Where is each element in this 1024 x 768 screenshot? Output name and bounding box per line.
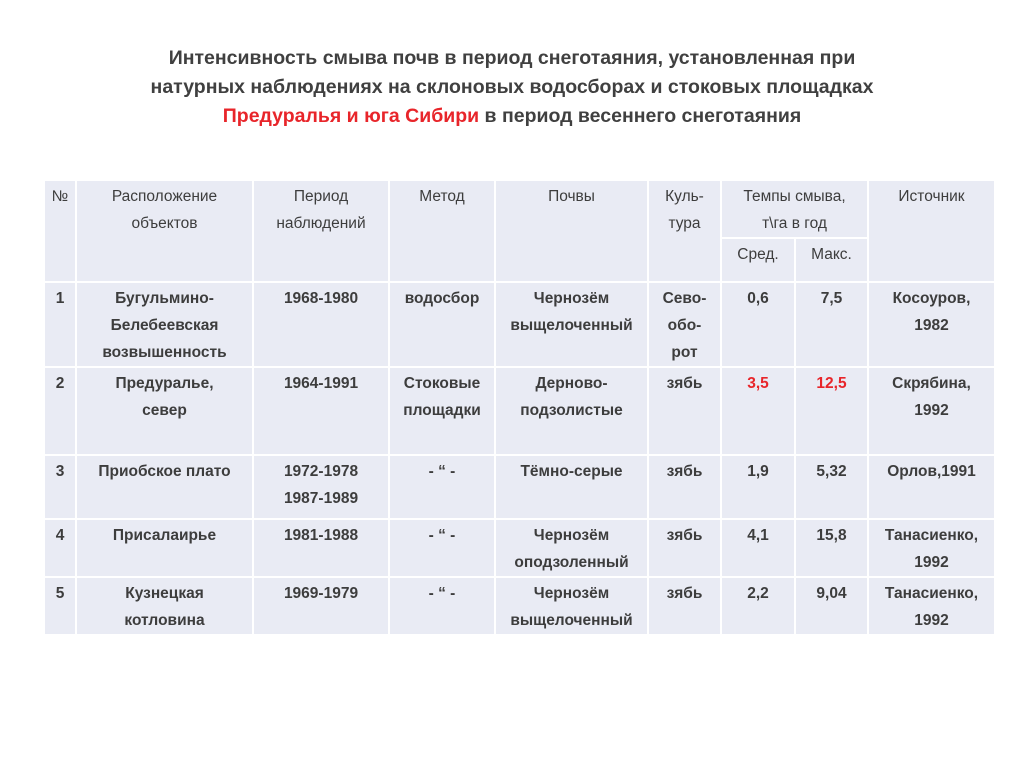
header-rates [722,181,869,239]
header-row [45,181,996,239]
cell-culture-line: зябь [666,585,703,602]
cell-location-line: возвышенность [102,344,227,361]
cell-source-line: Орлов,1991 [887,463,976,480]
cell-num [45,578,77,636]
cell-source-line: Скрябина, [892,375,971,392]
cell-soils-line: Чернозём [533,290,610,307]
cell-period-line: 1969-1979 [283,585,359,602]
cell-soils [496,368,649,456]
title-highlight: Предуралья и юга Сибири [222,105,480,127]
header-culture-l1: Куль- [665,188,704,205]
cell-method [390,283,496,368]
cell-soils [496,520,649,578]
cell-num [45,368,77,456]
header-source-label: Источник [898,188,965,205]
title-line-2: натурных наблюдениях на склоновых водосборах и стоковых площадках [150,76,874,98]
table-row [45,578,996,636]
cell-culture [649,283,722,368]
header-period-l1: Период [293,188,349,205]
header-location-l2: объектов [131,215,198,232]
cell-method [390,520,496,578]
cell-method-line: - “ - [428,585,456,602]
cell-location-line: север [142,402,187,419]
cell-source-line: 1982 [914,317,949,334]
cell-soils-line: выщелоченный [510,317,633,334]
cell-culture-line: зябь [666,527,703,544]
header-location-l1: Расположение [111,188,218,205]
cell-method-line: водосбор [404,290,480,307]
table-row [45,283,996,368]
cell-max [796,283,869,368]
header-method [390,181,496,283]
cell-source [869,368,996,456]
cell-avg [722,520,796,578]
cell-soils-line: выщелоченный [510,612,633,629]
cell-source-line: 1992 [914,612,949,629]
header-num [45,181,77,283]
header-soils-label: Почвы [548,188,595,205]
cell-period-line: 1987-1989 [283,490,359,507]
cell-method-line: - “ - [428,527,456,544]
cell-location [77,520,254,578]
cell-avg [722,368,796,456]
cell-culture [649,520,722,578]
cell-num-value: 2 [55,375,65,392]
cell-max [796,578,869,636]
header-avg-label: Сред. [737,246,779,263]
cell-method [390,578,496,636]
cell-soils [496,578,649,636]
cell-method-line: Стоковые [403,375,481,392]
cell-num-value: 4 [55,527,65,544]
cell-num-value: 5 [55,585,65,602]
cell-source [869,520,996,578]
cell-period [254,578,390,636]
cell-avg-value: 4,1 [747,527,769,544]
cell-culture-line: зябь [666,375,703,392]
cell-period-line: 1981-1988 [283,527,359,544]
header-rates-l2: т\га в год [762,215,827,232]
cell-location-line: Приобское плато [98,463,231,480]
cell-culture-line: обо- [667,317,702,334]
cell-location-line: Присалаирье [112,527,217,544]
cell-period-line: 1972-1978 [283,463,359,480]
cell-method [390,368,496,456]
cell-source [869,456,996,520]
cell-max [796,456,869,520]
cell-method-line: площадки [403,402,481,419]
cell-location [77,578,254,636]
cell-max [796,368,869,456]
cell-source-line: Косоуров, [892,290,971,307]
cell-soils [496,283,649,368]
cell-source-line: 1992 [914,402,949,419]
cell-culture [649,456,722,520]
cell-period [254,283,390,368]
cell-location [77,368,254,456]
cell-soils [496,456,649,520]
cell-period [254,368,390,456]
cell-avg-value: 0,6 [747,290,769,307]
cell-soils-line: Чернозём [533,585,610,602]
cell-location-line: котловина [124,612,205,629]
title-line-1: Интенсивность смыва почв в период снеготаяния, установленная при [168,47,856,69]
cell-location-line: Бугульмино- [115,290,214,307]
cell-method [390,456,496,520]
title-line-3 [40,102,984,131]
table-row [45,456,996,520]
cell-source-line: 1992 [914,554,949,571]
cell-culture [649,578,722,636]
cell-max-value: 7,5 [820,290,843,307]
cell-location [77,456,254,520]
cell-max-value: 9,04 [816,585,847,602]
header-avg [722,239,796,283]
cell-avg-value: 2,2 [747,585,769,602]
header-culture-l2: тура [668,215,701,232]
header-method-label: Метод [419,188,465,205]
cell-source-line: Танасиенко, [884,585,979,602]
cell-max-value: 5,32 [816,463,847,480]
cell-num [45,283,77,368]
header-period [254,181,390,283]
cell-culture-line: Сево- [662,290,707,307]
header-soils [496,181,649,283]
cell-source [869,283,996,368]
header-max [796,239,869,283]
cell-num-value: 1 [55,290,65,307]
cell-location-line: Предуралье, [115,375,214,392]
cell-culture-line: зябь [666,463,703,480]
cell-period [254,456,390,520]
cell-soils-line: подзолистые [520,402,623,419]
cell-source-line: Танасиенко, [884,527,979,544]
cell-method-line: - “ - [428,463,456,480]
cell-culture [649,368,722,456]
cell-soils-line: Дерново- [535,375,608,392]
cell-soils-line: Чернозём [533,527,610,544]
header-location [77,181,254,283]
cell-soils-line: оподзоленный [514,554,629,571]
header-period-l2: наблюдений [276,215,366,232]
cell-period-line: 1968-1980 [283,290,359,307]
header-source [869,181,996,283]
cell-avg [722,578,796,636]
header-num-label: № [51,188,69,205]
cell-num [45,456,77,520]
cell-location [77,283,254,368]
header-culture [649,181,722,283]
cell-max-value: 12,5 [816,375,847,392]
cell-location-line: Белебеевская [110,317,219,334]
cell-avg [722,456,796,520]
cell-avg-value: 3,5 [747,375,769,392]
cell-culture-line: рот [671,344,698,361]
cell-num-value: 3 [55,463,65,480]
cell-location-line: Кузнецкая [125,585,204,602]
cell-max [796,520,869,578]
header-rates-l1: Темпы смыва, [743,188,846,205]
cell-avg-value: 1,9 [747,463,769,480]
cell-soils-line: Тёмно-серые [520,463,623,480]
cell-period-line: 1964-1991 [283,375,359,392]
cell-source [869,578,996,636]
table-row [45,520,996,578]
table-row [45,368,996,456]
cell-max-value: 15,8 [816,527,847,544]
cell-avg [722,283,796,368]
title-line-3-rest: в период весеннего снеготаяния [479,105,802,127]
page-title [40,44,984,131]
erosion-table [45,181,996,636]
cell-num [45,520,77,578]
header-max-label: Макс. [811,246,852,263]
cell-period [254,520,390,578]
